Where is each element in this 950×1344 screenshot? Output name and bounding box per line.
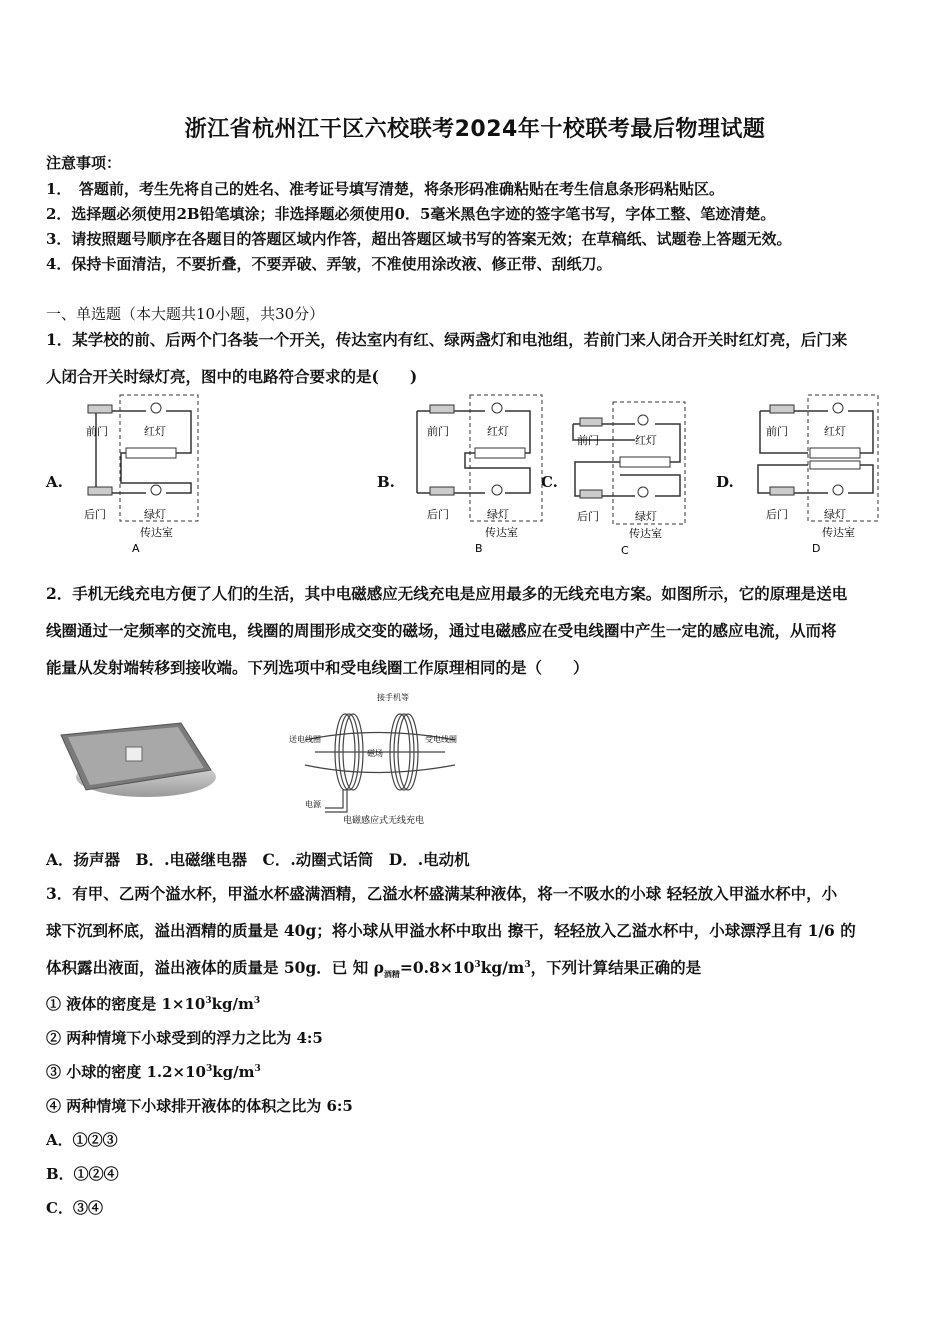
superscript: 3 bbox=[524, 959, 531, 970]
notice-heading: 注意事项： bbox=[46, 154, 122, 172]
q3-option-a: A．①②③ bbox=[46, 1131, 118, 1149]
label-green: 绿灯 bbox=[144, 508, 166, 521]
label-green: 绿灯 bbox=[635, 510, 657, 523]
label-red: 红灯 bbox=[635, 434, 657, 447]
q1-text: 1．某学校的前、后两个门各装一个开关，传达室内有红、绿两盏灯和电池组，若前门来人闭合开关时红灯亮，后门来 bbox=[46, 330, 848, 349]
label-send-coil: 送电线圈 bbox=[289, 735, 321, 744]
label-front: 前门 bbox=[86, 425, 108, 438]
label-room: 传达室 bbox=[140, 526, 173, 539]
q1-option-b: B. bbox=[377, 473, 395, 491]
notice-item: 3．请按照题号顺序在各题目的答题区域内作答，超出答题区域书写的答案无效；在草稿纸、试题卷上答题无效。 bbox=[46, 230, 792, 248]
q3-text: 球下沉到杯底，溢出酒精的质量是 40g；将小球从甲溢水杯中取出 擦干，轻轻放入乙溢水杯中，小球漂浮且有 1/6 的 bbox=[46, 921, 856, 940]
label-room: 传达室 bbox=[629, 527, 662, 540]
phone-charging-image bbox=[46, 715, 221, 805]
superscript: 3 bbox=[205, 1064, 213, 1074]
q3-option-c: C．③④ bbox=[46, 1199, 103, 1217]
label-receive-coil: 受电线圈 bbox=[425, 735, 457, 744]
caption-b: B bbox=[475, 542, 483, 555]
q3-text: 3．有甲、乙两个溢水杯，甲溢水杯盛满酒精，乙溢水杯盛满某种液体，将一不吸水的小球 轻轻放入甲溢水杯中，小 bbox=[46, 884, 838, 903]
q3-text-part: kg/m bbox=[480, 958, 525, 977]
subscript: 酒精 bbox=[383, 969, 400, 980]
q1-option-d: D. bbox=[716, 473, 734, 491]
section-heading: 一、单选题（本大题共10小题，共30分） bbox=[46, 305, 325, 323]
label-back: 后门 bbox=[577, 510, 599, 523]
label-green: 绿灯 bbox=[487, 508, 509, 521]
label-phone: 接手机等 bbox=[377, 693, 409, 702]
q2-text: 能量从发射端转移到接收端。下列选项中和受电线圈工作原理相同的是（ ） bbox=[46, 658, 589, 677]
q3-text-part: 体积露出液面，溢出液体的质量是 50g．已 知 ρ bbox=[46, 958, 384, 977]
label-green: 绿灯 bbox=[824, 508, 846, 521]
statement-text: ③ 小球的密度 1.2×10 bbox=[46, 1063, 206, 1081]
label-front: 前门 bbox=[766, 425, 788, 438]
circuit-diagram-c bbox=[565, 400, 695, 560]
circuit-diagram-a bbox=[66, 393, 216, 558]
q2-text: 2．手机无线充电方便了人们的生活，其中电磁感应无线充电是应用最多的无线充电方案。如图所示，它的原理是送电 bbox=[46, 584, 848, 603]
figure-caption: 电磁感应式无线充电 bbox=[343, 816, 425, 826]
q3-text-part: =0.8×10 bbox=[399, 958, 475, 977]
notice-item: 2．选择题必须使用2B铅笔填涂；非选择题必须使用0．5毫米黑色字迹的签字笔书写，字体工整、笔迹清楚。 bbox=[46, 205, 776, 223]
label-front: 前门 bbox=[577, 434, 599, 447]
induction-coil-figure bbox=[285, 690, 480, 830]
q1-text: 人闭合开关时绿灯亮，图中的电路符合要求的是( ) bbox=[46, 367, 418, 386]
q2-text: 线圈通过一定频率的交流电，线圈的周围形成交变的磁场，通过电磁感应在受电线圈中产生一定的感应电流，从而将 bbox=[46, 621, 837, 640]
page-title: 浙江省杭州江干区六校联考2024年十校联考最后物理试题 bbox=[184, 117, 766, 142]
statement-text: kg/m bbox=[211, 995, 254, 1013]
circuit-diagram-b bbox=[405, 393, 555, 558]
superscript: 3 bbox=[205, 996, 212, 1006]
caption-a: A bbox=[132, 542, 140, 555]
q1-option-a: A. bbox=[46, 473, 63, 491]
label-back: 后门 bbox=[84, 508, 106, 521]
caption-d: D bbox=[812, 542, 821, 555]
q3-statement-4: ④ 两种情境下小球排开液体的体积之比为 6:5 bbox=[46, 1097, 353, 1115]
label-field: 磁场 bbox=[367, 749, 383, 758]
statement-text: kg/m bbox=[212, 1063, 255, 1081]
caption-c: C bbox=[621, 544, 629, 557]
label-back: 后门 bbox=[766, 508, 788, 521]
label-source: 电源 bbox=[305, 800, 321, 809]
label-back: 后门 bbox=[427, 508, 449, 521]
label-room: 传达室 bbox=[485, 526, 518, 539]
q3-statement-2: ② 两种情境下小球受到的浮力之比为 4:5 bbox=[46, 1029, 323, 1047]
label-red: 红灯 bbox=[487, 425, 509, 438]
notice-item: 4．保持卡面清洁，不要折叠，不要弄破、弄皱，不准使用涂改液、修正带、刮纸刀。 bbox=[46, 255, 612, 273]
circuit-diagram-d bbox=[748, 393, 888, 558]
statement-text: ① 液体的密度是 1×10 bbox=[46, 995, 206, 1013]
q1-option-c: C. bbox=[541, 473, 558, 491]
superscript: 3 bbox=[253, 996, 261, 1006]
q3-text-part: ，下列计算结果正确的是 bbox=[530, 958, 702, 977]
superscript: 3 bbox=[474, 959, 481, 970]
q2-options: A．扬声器 B．.电磁继电器 C．.动圈式话筒 D．.电动机 bbox=[46, 850, 470, 869]
q3-text bbox=[46, 956, 701, 980]
q3-statement-1 bbox=[46, 993, 260, 1014]
notice-item: 1． 答题前，考生先将自己的姓名、准考证号填写清楚，将条形码准确粘贴在考生信息条形码粘贴区。 bbox=[46, 180, 724, 198]
label-red: 红灯 bbox=[144, 425, 166, 438]
label-red: 红灯 bbox=[824, 425, 846, 438]
label-front: 前门 bbox=[427, 425, 449, 438]
superscript: 3 bbox=[254, 1064, 261, 1074]
label-room: 传达室 bbox=[822, 526, 855, 539]
q3-option-b: B．①②④ bbox=[46, 1165, 119, 1183]
q3-statement-3 bbox=[46, 1061, 261, 1082]
